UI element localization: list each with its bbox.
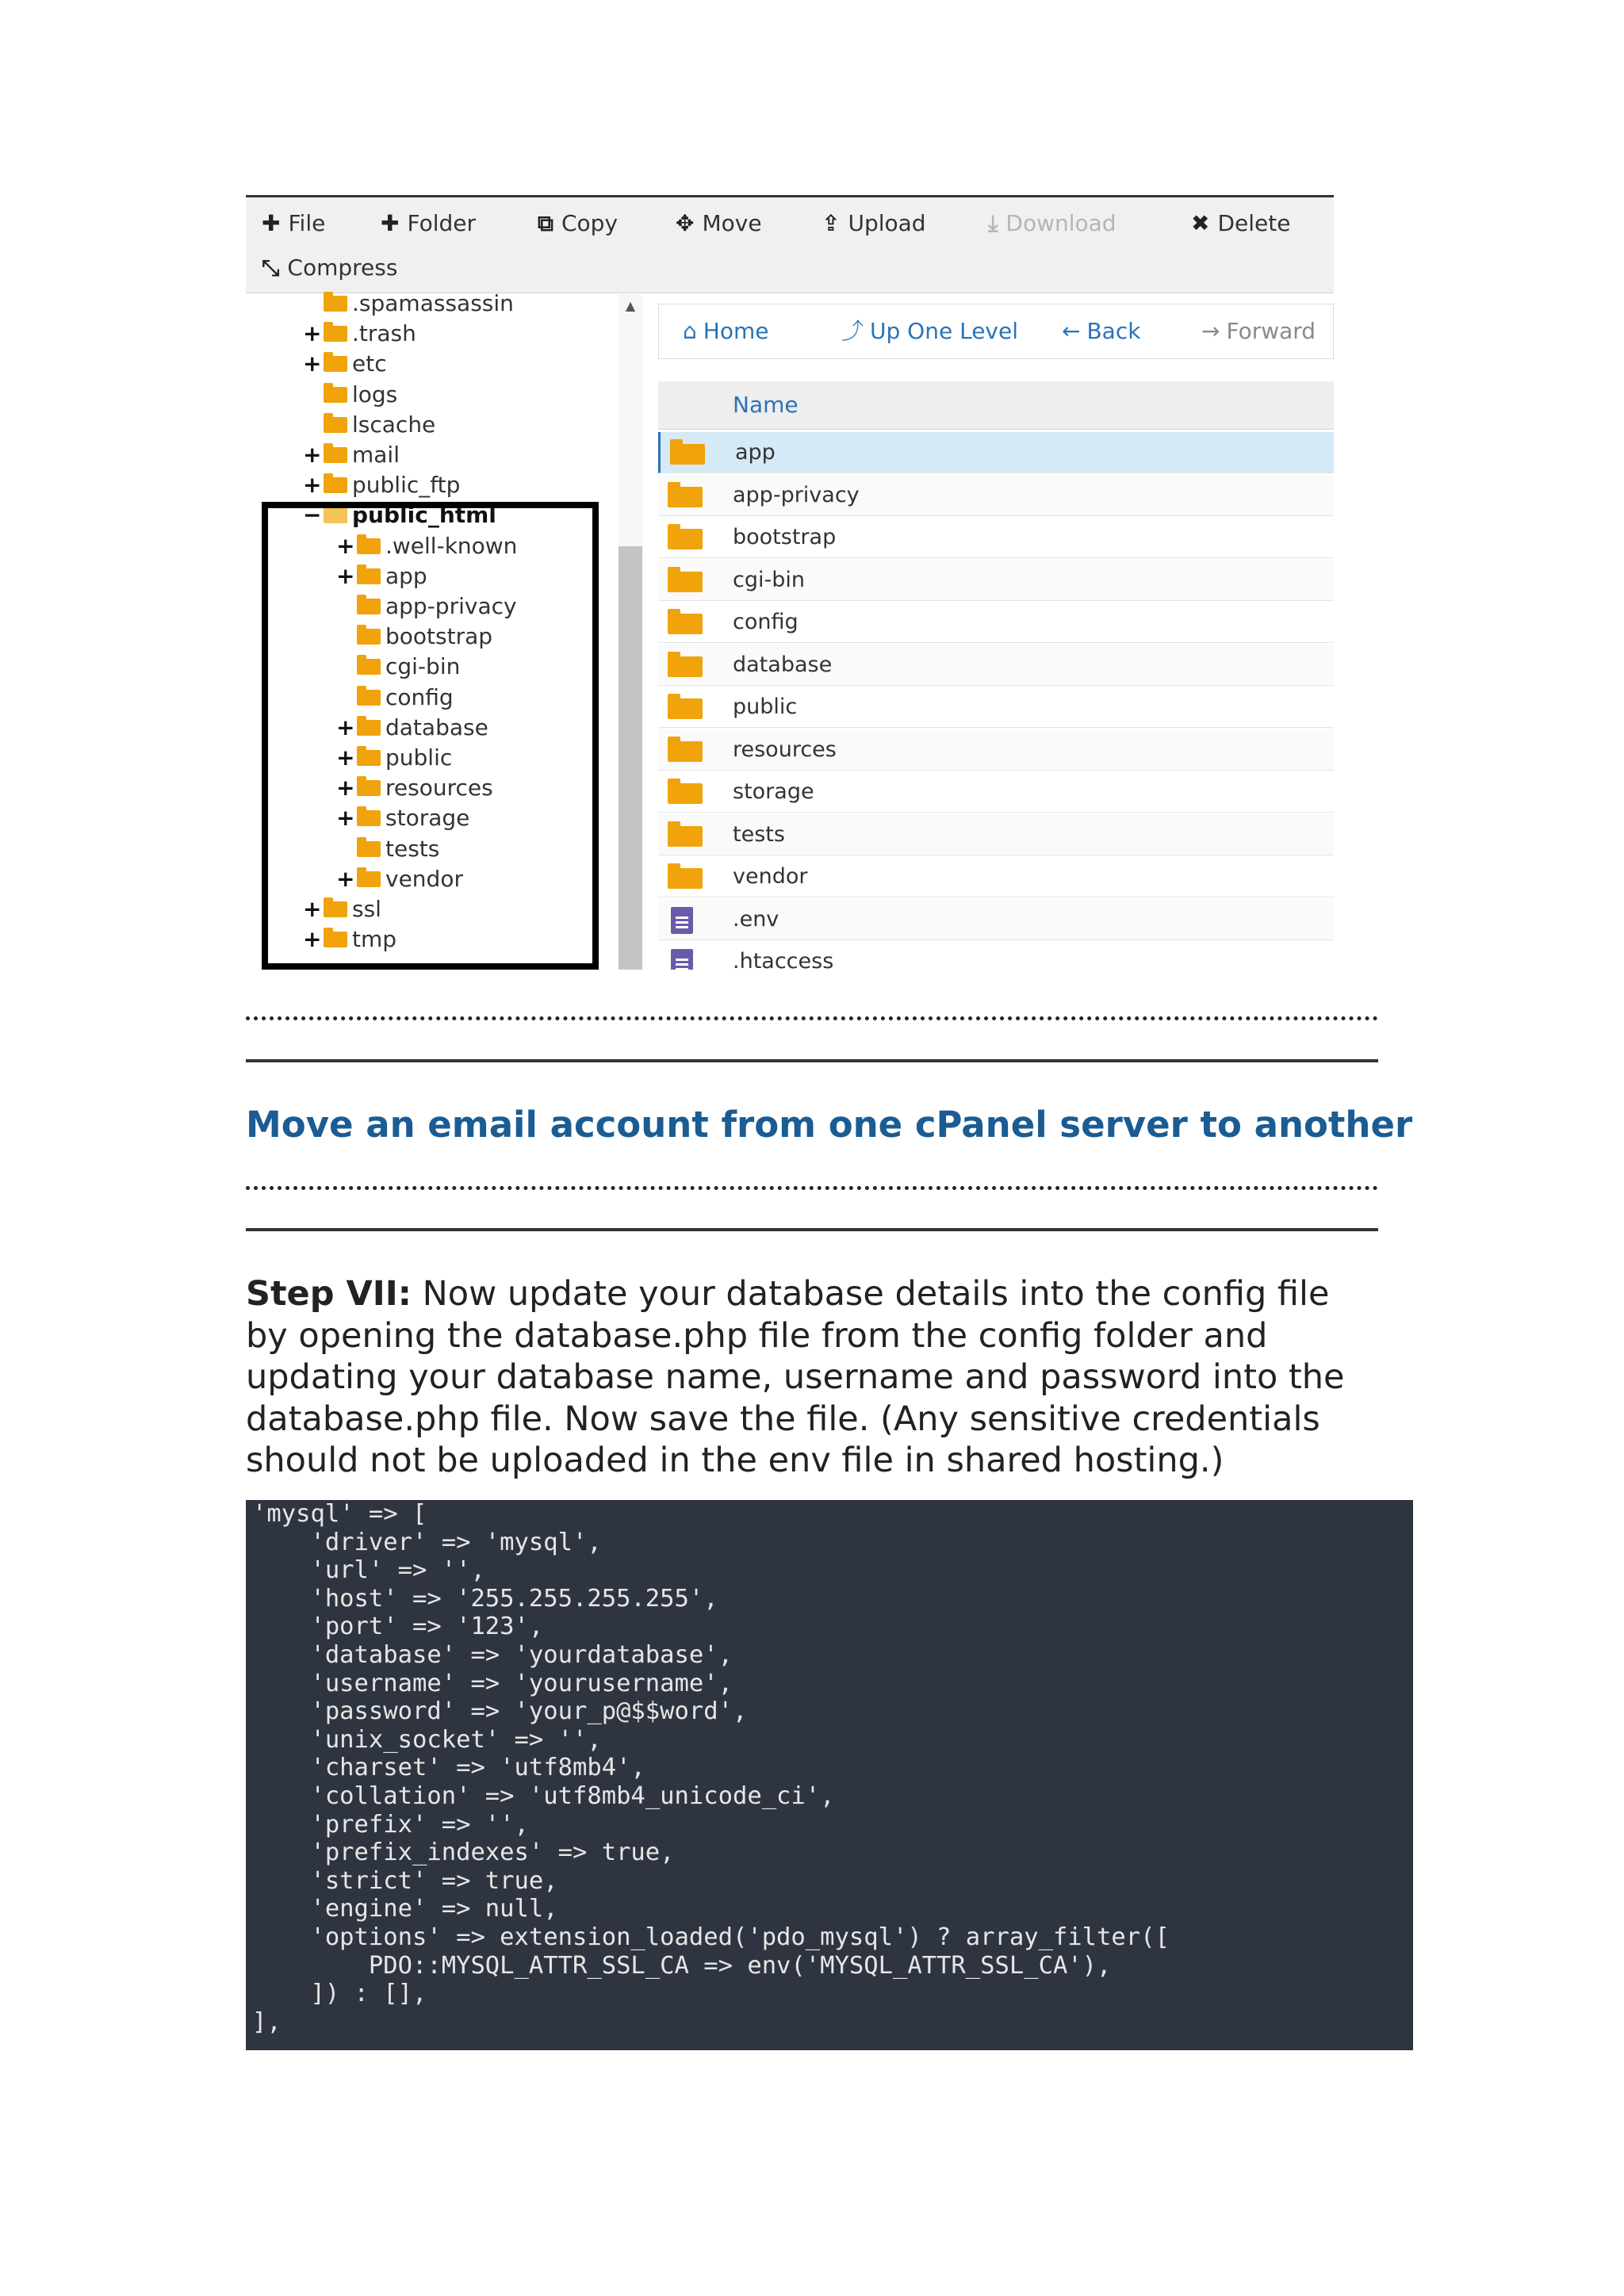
code-line: 'prefix_indexes' => true,: [252, 1839, 675, 1867]
forward-button[interactable]: → Forward: [1201, 318, 1316, 344]
step-line: should not be uploaded in the env file in shared hosting.): [246, 1441, 1224, 1480]
code-block: [246, 1500, 1413, 2050]
tree-item-label: logs: [352, 381, 398, 408]
code-line: 'collation' => 'utf8mb4_unicode_ci',: [252, 1782, 835, 1810]
file-row[interactable]: [658, 602, 1334, 643]
home-button[interactable]: ⌂ Home: [683, 318, 769, 344]
folder-icon: [668, 698, 703, 719]
code-line: ],: [252, 2007, 282, 2036]
file-name: tests: [733, 821, 785, 847]
folder-icon: [668, 614, 703, 634]
expand-icon[interactable]: +: [336, 744, 355, 771]
file-row[interactable]: [658, 941, 1334, 970]
folder-icon: [668, 826, 703, 847]
file-navigation-bar: [658, 304, 1334, 359]
folder-icon: [668, 741, 703, 762]
code-line: 'strict' => true,: [252, 1866, 558, 1895]
file-row[interactable]: [658, 771, 1334, 813]
expand-icon[interactable]: +: [303, 896, 322, 922]
tree-item-label: cgi-bin: [385, 653, 461, 680]
copy-button[interactable]: ⧉ Copy: [538, 210, 619, 236]
expand-icon[interactable]: +: [336, 805, 355, 832]
tree-item-label: app: [385, 562, 427, 589]
step-line: database.php file. Now save the file. (Any sensitive credentials: [246, 1399, 1320, 1439]
file-name: vendor: [733, 864, 808, 889]
tree-highlight-box: [262, 502, 599, 970]
code-line: 'charset' => 'utf8mb4',: [252, 1754, 645, 1782]
folder-icon: [668, 783, 703, 804]
folder-icon: [670, 444, 705, 465]
tree-item-label: vendor: [385, 865, 463, 892]
tree-item-label: tests: [385, 835, 440, 862]
up-one-level-button[interactable]: ⤴ Up One Level: [841, 318, 1019, 344]
tree-item-label: .spamassassin: [352, 290, 514, 316]
tree-item-label: .well-known: [385, 532, 518, 559]
new-folder-button[interactable]: ✚ Folder: [381, 210, 476, 236]
dotted-divider: [246, 1016, 1378, 1020]
tree-item-label: public_html: [352, 502, 496, 529]
tree-item[interactable]: [303, 411, 435, 439]
folder-icon: [324, 447, 347, 463]
move-button[interactable]: ✥ Move: [676, 210, 762, 236]
tree-item[interactable]: [303, 289, 514, 318]
folder-icon: [324, 356, 347, 372]
file-row[interactable]: [658, 729, 1334, 771]
tree-item[interactable]: [303, 441, 400, 469]
code-line: 'prefix' => '',: [252, 1810, 529, 1839]
folder-icon: [324, 326, 347, 342]
tree-item-label: lscache: [352, 411, 436, 438]
tree-item-label: storage: [385, 805, 470, 832]
file-row[interactable]: [658, 814, 1334, 855]
code-line: 'username' => 'yourusername',: [252, 1669, 733, 1697]
code-line: 'engine' => null,: [252, 1895, 558, 1923]
file-row[interactable]: [658, 899, 1334, 940]
file-row[interactable]: [658, 517, 1334, 558]
step-line: by opening the database.php file from the config folder and: [246, 1315, 1268, 1356]
tree-item-label: config: [385, 683, 454, 710]
back-button[interactable]: ← Back: [1062, 318, 1141, 344]
up-level-icon: ⤴: [841, 318, 864, 344]
step-line: updating your database name, username and password into the: [246, 1357, 1345, 1397]
expand-icon[interactable]: +: [336, 714, 355, 740]
file-row[interactable]: [658, 856, 1334, 897]
dotted-divider: [246, 1186, 1378, 1190]
plus-icon: ✚: [262, 210, 281, 236]
forward-arrow-icon: →: [1201, 318, 1220, 344]
expand-icon[interactable]: +: [336, 532, 355, 559]
file-name: .env: [733, 906, 779, 932]
home-icon: ⌂: [683, 318, 697, 344]
code-line: ]) : [],: [252, 1980, 427, 2008]
upload-button[interactable]: ⇪ Upload: [822, 210, 926, 236]
folder-icon: [668, 572, 703, 592]
folder-icon: [324, 296, 347, 312]
step-line: Step VII: Now update your database details into the config file: [246, 1274, 1330, 1314]
folder-icon: [324, 417, 347, 433]
code-line: 'password' => 'your_p@$$word',: [252, 1697, 748, 1726]
solid-divider: [246, 1228, 1378, 1231]
folder-icon: [668, 487, 703, 507]
file-icon: [671, 907, 693, 934]
compress-icon: ⤡: [262, 254, 280, 281]
file-manager-screenshot: [246, 195, 1334, 970]
file-name: resources: [733, 737, 837, 762]
file-row[interactable]: [658, 687, 1334, 728]
back-arrow-icon: ←: [1062, 318, 1081, 344]
name-column-header[interactable]: Name: [733, 392, 799, 418]
tree-item[interactable]: [303, 471, 460, 499]
tree-item-label: database: [385, 714, 488, 740]
copy-icon: ⧉: [538, 210, 553, 236]
code-line: 'mysql' => [: [252, 1500, 427, 1528]
step-label: Step VII:: [246, 1274, 412, 1314]
folder-icon: [668, 529, 703, 549]
collapse-icon[interactable]: −: [303, 502, 322, 529]
tree-item[interactable]: [303, 350, 387, 378]
folder-icon: [324, 387, 347, 403]
tree-item-label: ssl: [352, 896, 381, 922]
file-row[interactable]: [658, 475, 1334, 516]
file-name: database: [733, 652, 833, 677]
file-name: .htaccess: [733, 949, 834, 970]
expand-icon[interactable]: +: [303, 442, 322, 468]
tree-item[interactable]: [303, 381, 397, 409]
move-icon: ✥: [676, 210, 695, 236]
tree-scrollbar-thumb[interactable]: [619, 546, 642, 970]
section-heading[interactable]: Move an email account from one cPanel server to another: [246, 1104, 1413, 1146]
download-button[interactable]: ⤓ Download: [988, 210, 1116, 236]
tree-item-label: public: [385, 744, 453, 771]
expand-icon[interactable]: +: [336, 865, 355, 892]
solid-divider: [246, 1059, 1378, 1062]
tree-item-label: resources: [385, 775, 493, 802]
code-line: 'driver' => 'mysql',: [252, 1528, 602, 1556]
tree-item-label: public_ftp: [352, 472, 461, 499]
file-icon: [671, 949, 693, 970]
expand-icon[interactable]: +: [303, 320, 322, 347]
folder-icon: [668, 656, 703, 677]
tree-item[interactable]: [303, 320, 416, 348]
new-file-button[interactable]: ✚ File: [262, 210, 326, 236]
tree-item-label: bootstrap: [385, 623, 493, 650]
tree-item-label: .trash: [352, 320, 416, 347]
file-name: public: [733, 695, 798, 719]
file-list-header: [658, 381, 1334, 430]
file-name: cgi-bin: [733, 567, 805, 592]
download-icon: ⤓: [988, 210, 998, 236]
file-name: bootstrap: [733, 525, 837, 549]
delete-button[interactable]: ✖ Delete: [1191, 210, 1291, 236]
code-line: 'options' => extension_loaded('pdo_mysql') ? array_filter([: [252, 1923, 1170, 1951]
expand-icon[interactable]: +: [336, 775, 355, 802]
file-name: config: [733, 610, 799, 634]
upload-icon: ⇪: [822, 210, 841, 236]
file-row[interactable]: [658, 432, 1334, 473]
code-line: PDO::MYSQL_ATTR_SSL_CA => env('MYSQL_ATTR_SSL_CA'),: [252, 1951, 1112, 1980]
expand-icon[interactable]: +: [303, 472, 322, 499]
tree-item-label: etc: [352, 350, 387, 377]
code-line: 'unix_socket' => '',: [252, 1725, 602, 1754]
tree-item-label: mail: [352, 442, 400, 468]
expand-icon[interactable]: +: [303, 350, 322, 377]
folder-icon: [668, 868, 703, 889]
code-line: 'port' => '123',: [252, 1613, 544, 1641]
step-paragraph: [246, 1273, 1396, 1482]
file-row[interactable]: [658, 560, 1334, 601]
expand-icon[interactable]: +: [336, 562, 355, 589]
file-name: storage: [733, 779, 814, 804]
scroll-up-icon[interactable]: ▲: [625, 298, 636, 313]
code-line: 'url' => '',: [252, 1556, 485, 1585]
file-manager-toolbar: [246, 197, 1334, 293]
file-row[interactable]: [658, 645, 1334, 686]
code-line: 'host' => '255.255.255.255',: [252, 1584, 718, 1613]
code-line: 'database' => 'yourdatabase',: [252, 1641, 733, 1669]
expand-icon[interactable]: +: [303, 926, 322, 953]
tree-item-label: app-privacy: [385, 593, 517, 619]
close-icon: ✖: [1191, 210, 1210, 236]
plus-icon: ✚: [381, 210, 400, 236]
file-name: app-privacy: [733, 482, 860, 507]
file-name: app: [735, 440, 776, 465]
folder-icon: [324, 477, 347, 493]
tree-item-label: tmp: [352, 926, 397, 953]
compress-button[interactable]: ⤡ Compress: [262, 254, 398, 281]
